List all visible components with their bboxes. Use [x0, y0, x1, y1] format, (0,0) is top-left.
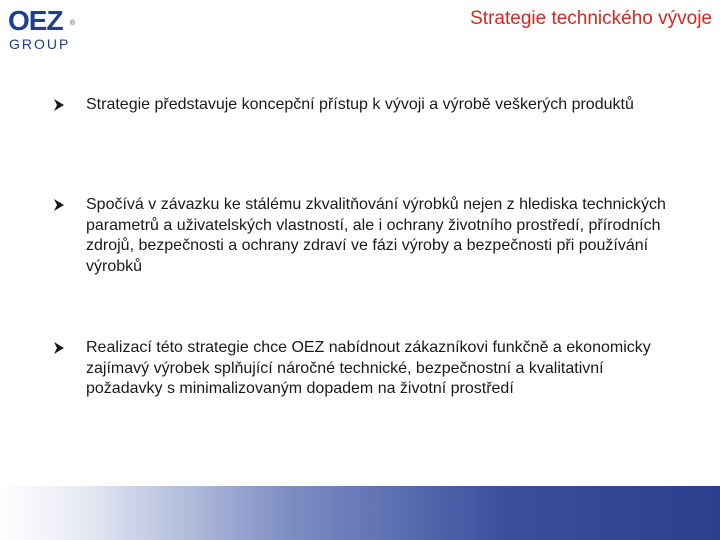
- logo-main-text: OEZ: [8, 5, 63, 36]
- logo-sub-text: GROUP: [9, 36, 71, 52]
- bullet-text: Strategie představuje koncepční přístup k vývoji a výrobě veškerých produktů: [86, 96, 634, 113]
- arrow-bullet-icon: [52, 198, 66, 212]
- arrow-bullet-icon: [52, 98, 66, 112]
- logo-registered-mark: ®: [70, 20, 76, 27]
- slide-title: Strategie technického vývoje: [470, 8, 712, 29]
- oez-group-logo: [8, 6, 88, 54]
- arrow-bullet-icon: [52, 341, 66, 355]
- footer-gradient-bar: [0, 486, 720, 540]
- bullet-text: Spočívá v závazku ke stálému zkvalitňování výrobků nejen z hlediska technických parametrů a uživatelských vlastností, ale i ochrany životního prostředí, přírodních zdrojů, bezpečnosti a ochrany zdraví ve fázi výroby a bezpečnosti při používání výrobků: [86, 196, 666, 275]
- bullet-text: Realizací této strategie chce OEZ nabídnout zákazníkovi funkčně a ekonomicky zajímavý výrobek splňující náročné technické, bezpečnostní a kvalitativní požadavky s minimalizovaným dopadem na životní prostředí: [86, 339, 651, 397]
